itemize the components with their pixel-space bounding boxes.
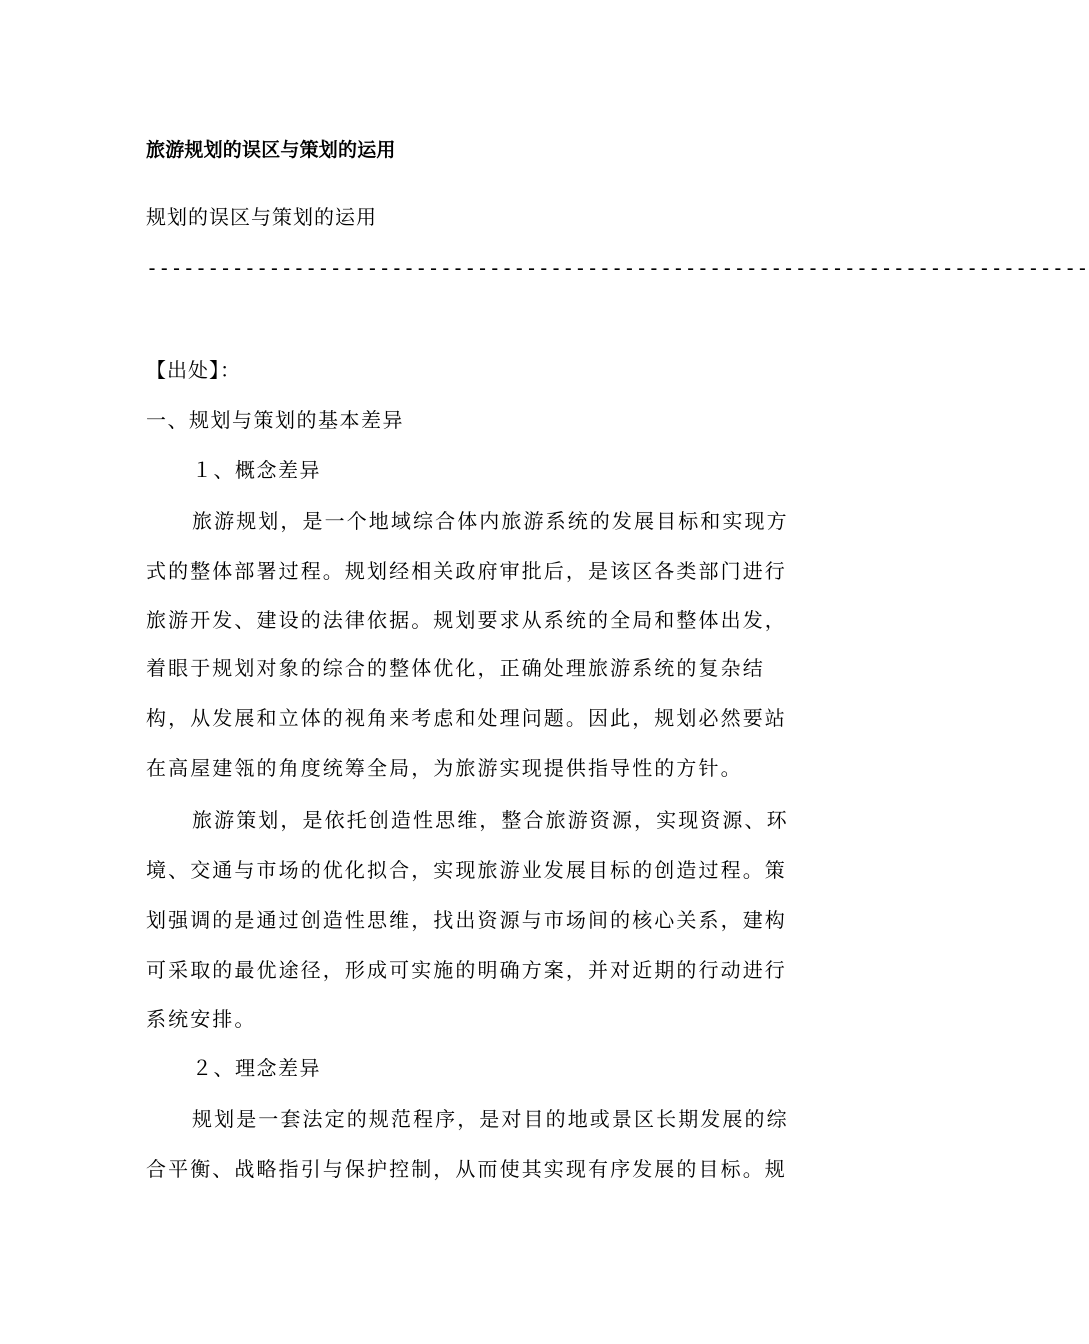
document-subtitle: 规划的误区与策划的运用 [146,205,377,229]
paragraph-line: 系统安排。 [146,1007,257,1031]
paragraph-line: 在高屋建瓴的角度统筹全局，为旅游实现提供指导性的方针。 [146,756,743,780]
paragraph-line: 可采取的最优途径，形成可实施的明确方案，并对近期的行动进行 [146,958,787,982]
paragraph-line: 划强调的是通过创造性思维，找出资源与市场间的核心关系，建构 [146,908,787,932]
paragraph-line: 境、交通与市场的优化拟合，实现旅游业发展目标的创造过程。策 [146,858,787,882]
paragraph-line: 式的整体部署过程。规划经相关政府审批后，是该区各类部门进行 [146,559,787,583]
paragraph-line: 着眼于规划对象的综合的整体优化，正确处理旅游系统的复杂结 [146,656,765,680]
separator-line: ----------------------------------------------------------------------------- [146,256,1089,280]
source-label: 【出处】： [146,358,241,382]
paragraph-line: 旅游规划，是一个地域综合体内旅游系统的发展目标和实现方 [192,509,789,533]
paragraph-line: 构，从发展和立体的视角来考虑和处理问题。因此，规划必然要站 [146,706,787,730]
paragraph-line: 旅游策划，是依托创造性思维，整合旅游资源，实现资源、环 [192,808,789,832]
document-title: 旅游规划的误区与策划的运用 [146,139,396,161]
section-heading: 一、规划与策划的基本差异 [146,408,404,432]
paragraph-line: 规划是一套法定的规范程序，是对目的地或景区长期发展的综 [192,1107,789,1131]
paragraph-line: 合平衡、战略指引与保护控制，从而使其实现有序发展的目标。规 [146,1157,787,1181]
subsection-heading: １、概念差异 [192,458,321,482]
subsection-heading: ２、理念差异 [192,1056,321,1080]
paragraph-line: 旅游开发、建设的法律依据。规划要求从系统的全局和整体出发， [146,608,787,632]
